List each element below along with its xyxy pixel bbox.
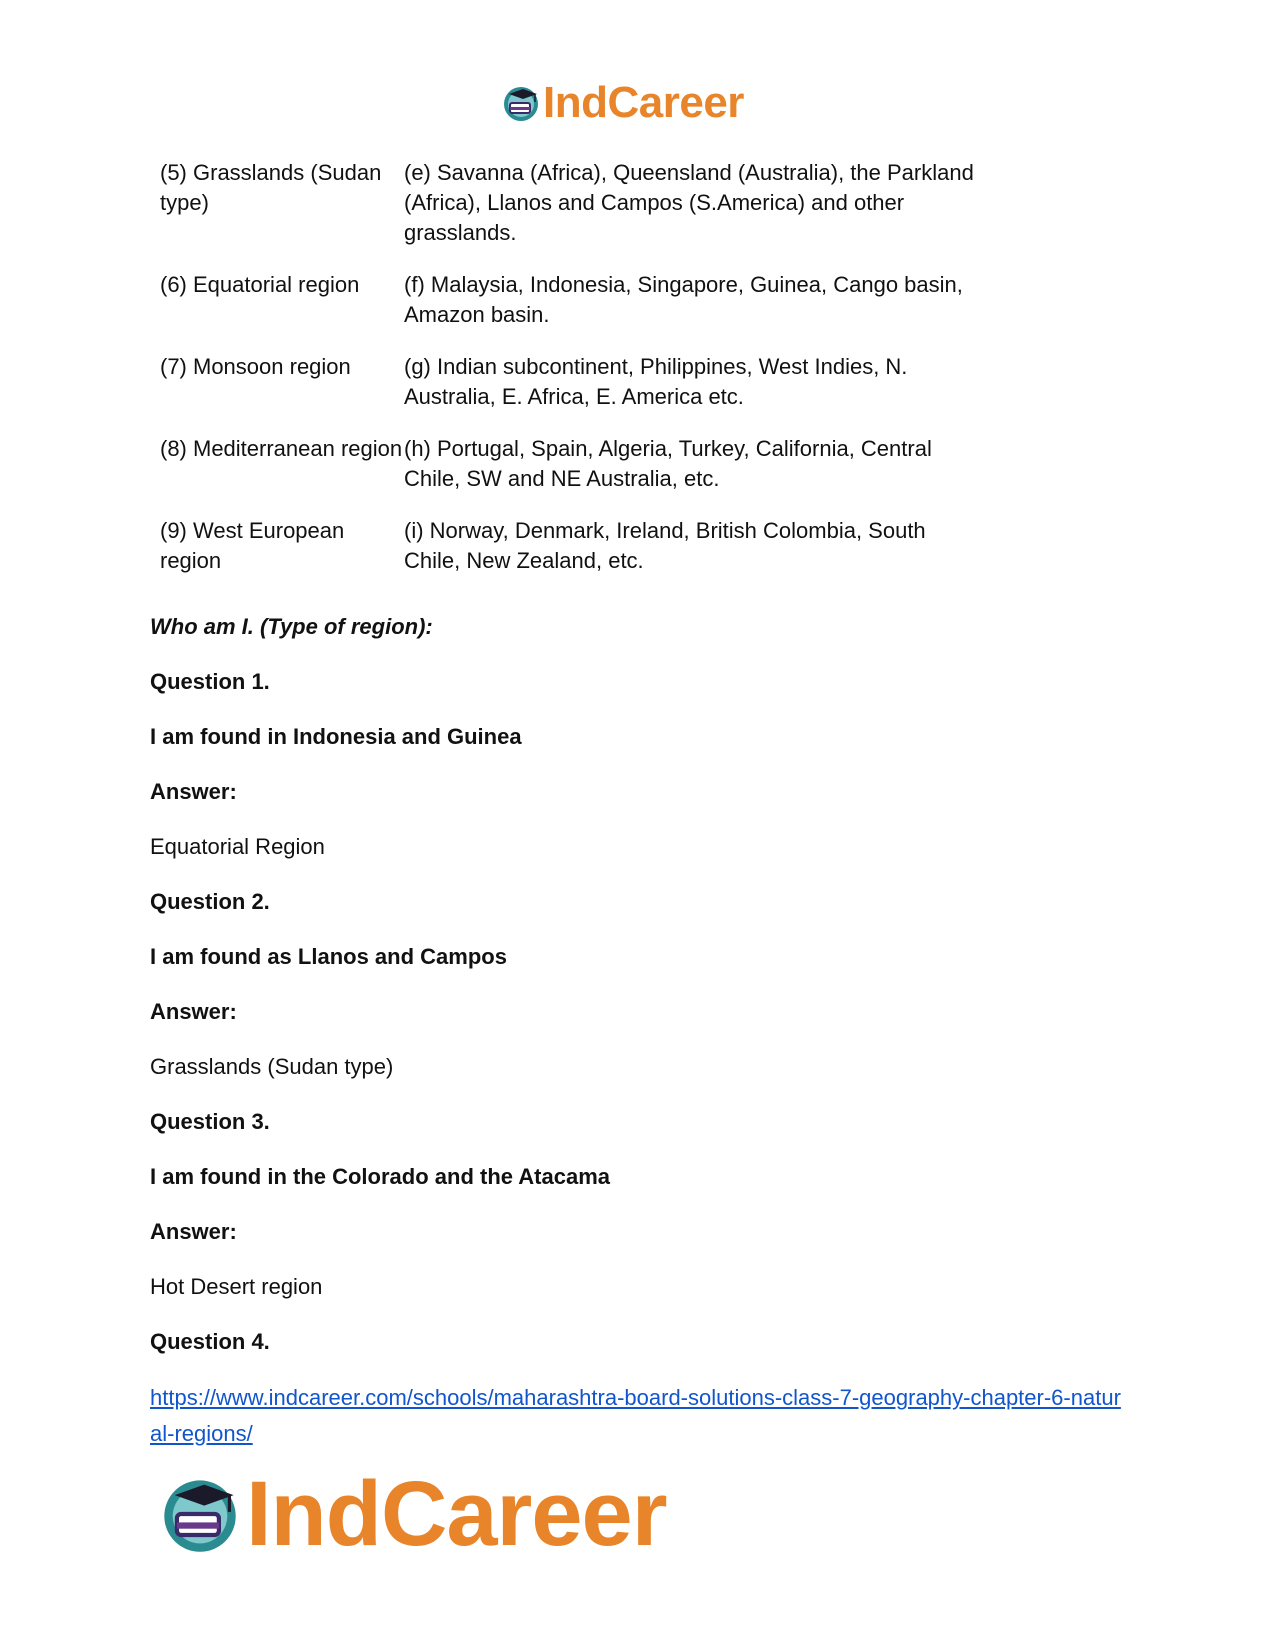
indcareer-logo-top [501,78,744,128]
logo-wordmark: IndCareer [246,1463,667,1565]
table-row [160,352,990,412]
question-label: Question 2. [150,889,270,914]
places-cell: (e) Savanna (Africa), Queensland (Australia), the Parkland (Africa), Llanos and Campos (S.America) and other grasslands. [404,160,974,245]
graduation-globe-icon [501,83,541,123]
answer-label: Answer: [150,1219,237,1244]
question-label: Question 1. [150,669,270,694]
question-text: I am found as Llanos and Campos [150,944,507,969]
indcareer-logo-bottom [158,1464,667,1564]
places-cell: (f) Malaysia, Indonesia, Singapore, Guinea, Cango basin, Amazon basin. [404,272,963,327]
places-cell: (g) Indian subcontinent, Philippines, West Indies, N. Australia, E. Africa, E. America etc. [404,354,908,409]
logo-wordmark: IndCareer [543,78,744,127]
graduation-globe-icon [158,1472,242,1556]
places-cell: (i) Norway, Denmark, Ireland, British Colombia, South Chile, New Zealand, etc. [404,518,926,573]
qa-section [150,612,1150,1382]
answer-text: Grasslands (Sudan type) [150,1054,394,1079]
region-cell: (7) Monsoon region [160,354,351,379]
answer-label: Answer: [150,999,237,1024]
answer-text: Equatorial Region [150,834,325,859]
table-row [160,270,990,330]
question-label: Question 4. [150,1329,270,1354]
section-heading: Who am I. (Type of region): [150,614,433,639]
question-text: I am found in the Colorado and the Atacama [150,1164,611,1189]
question-label: Question 3. [150,1109,270,1134]
match-table [160,158,990,598]
question-text: I am found in Indonesia and Guinea [150,724,522,749]
region-cell: (6) Equatorial region [160,272,360,297]
answer-text: Hot Desert region [150,1274,323,1299]
region-cell: (5) Grasslands (Sudan type) [160,160,382,215]
table-row [160,158,990,248]
table-row [160,516,990,576]
region-cell: (9) West European region [160,518,345,573]
source-link[interactable]: https://www.indcareer.com/schools/maharashtra-board-solutions-class-7-geography-chapter-6-natural-regions/ [150,1385,1121,1446]
region-cell: (8) Mediterranean region [160,436,403,461]
places-cell: (h) Portugal, Spain, Algeria, Turkey, California, Central Chile, SW and NE Australia, etc. [404,436,932,491]
answer-label: Answer: [150,779,237,804]
table-row [160,434,990,494]
